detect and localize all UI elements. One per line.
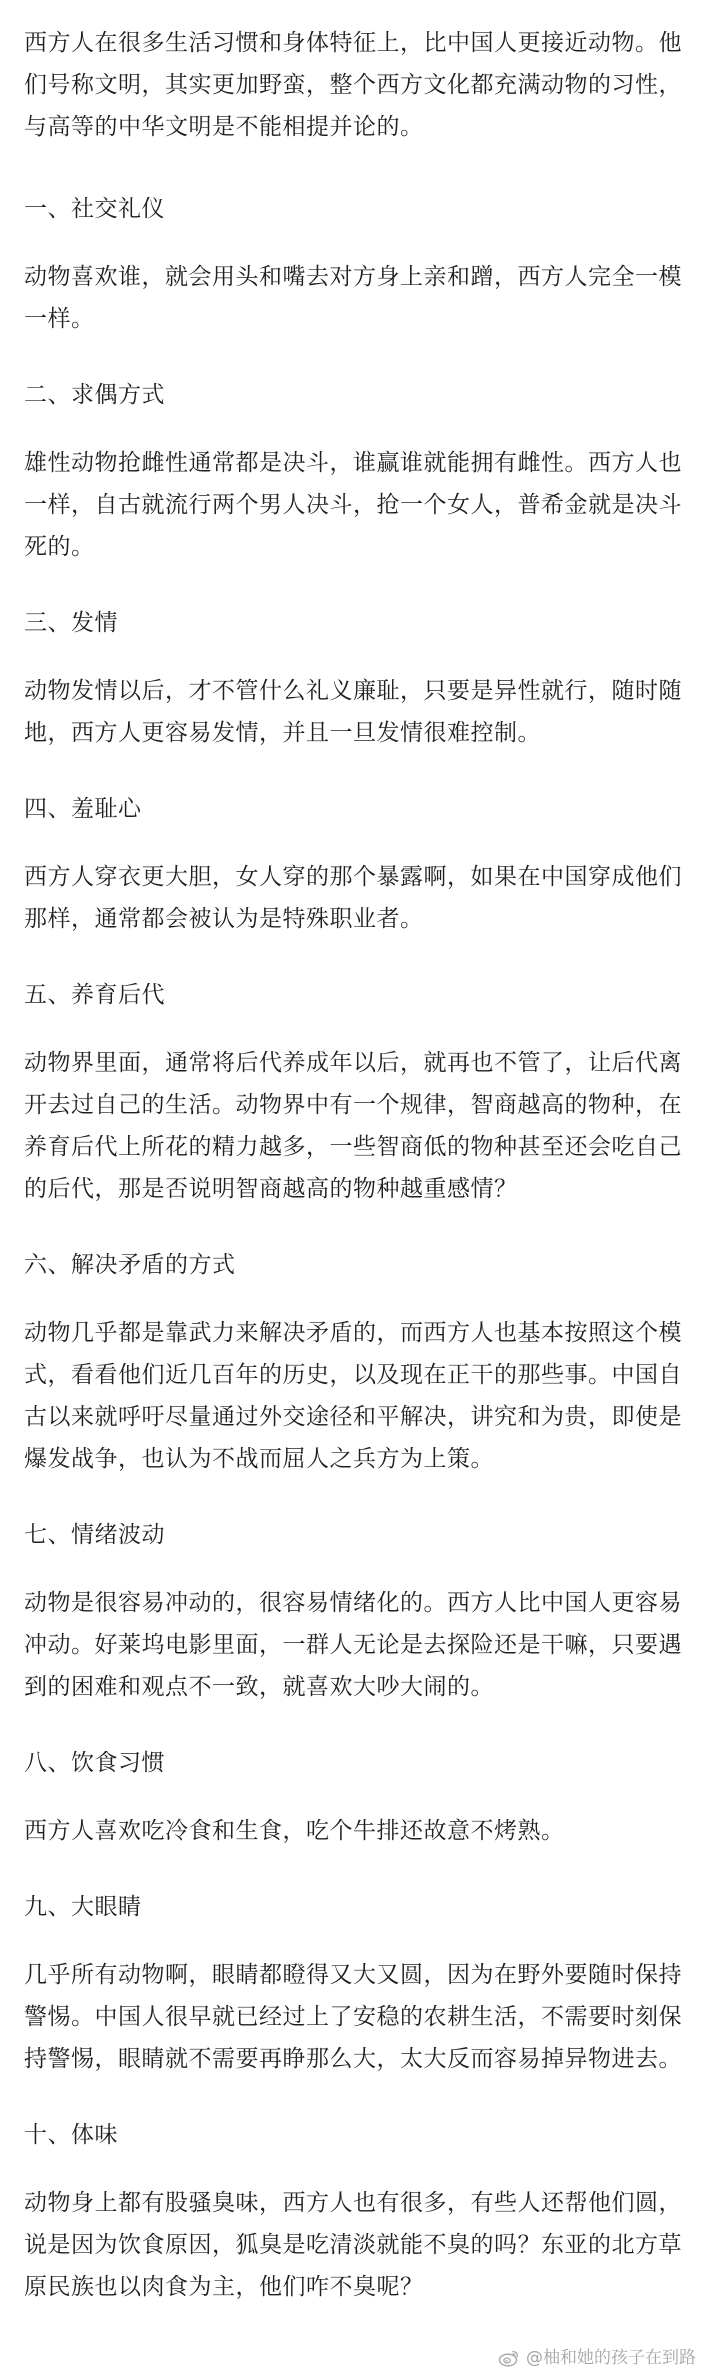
- section-heading: 九、大眼睛: [24, 1894, 142, 1920]
- section-heading: 八、饮食习惯: [24, 1750, 165, 1776]
- section-body: 动物是很容易冲动的，很容易情绪化的。西方人比中国人更容易冲动。好莱坞电影里面，一群人无论是去探险还是干嘛，只要遇到的困难和观点不一致，就喜欢大吵大闹的。: [24, 1590, 682, 1700]
- section-big-eyes: [24, 1890, 692, 2080]
- watermark: [498, 2348, 696, 2368]
- section-body: 动物身上都有股骚臭味，西方人也有很多，有些人还帮他们圆，说是因为饮食原因，狐臭是吃清淡就能不臭的吗？东亚的北方草原民族也以肉食为主，他们咋不臭呢？: [24, 2190, 682, 2300]
- section-heading: 三、发情: [24, 610, 118, 636]
- section-body: 几乎所有动物啊，眼睛都瞪得又大又圆，因为在野外要随时保持警惕。中国人很早就已经过上了安稳的农耕生活，不需要时刻保持警惕，眼睛就不需要再睁那么大，太大反而容易掉异物进去。: [24, 1962, 682, 2072]
- weibo-icon: [498, 2349, 520, 2367]
- section-body-odor: [24, 2118, 692, 2308]
- section-shame: [24, 792, 692, 940]
- section-conflict-resolution: [24, 1248, 692, 1480]
- section-social-etiquette: [24, 192, 692, 340]
- intro-paragraph: 西方人在很多生活习惯和身体特征上，比中国人更接近动物。他们号称文明，其实更加野蛮，整个西方文化都充满动物的习性，与高等的中华文明是不能相提并论的。: [24, 30, 682, 140]
- section-diet: [24, 1746, 692, 1852]
- section-heading: 十、体味: [24, 2122, 118, 2148]
- section-heading: 六、解决矛盾的方式: [24, 1252, 236, 1278]
- section-heading: 七、情绪波动: [24, 1522, 165, 1548]
- section-body: 动物几乎都是靠武力来解决矛盾的，而西方人也基本按照这个模式，看看他们近几百年的历史，以及现在正干的那些事。中国自古以来就呼吁尽量通过外交途径和平解决，讲究和为贵，即使是爆发战争，也认为不战而屈人之兵方为上策。: [24, 1320, 682, 1472]
- section-body: 动物喜欢谁，就会用头和嘴去对方身上亲和蹭，西方人完全一模一样。: [24, 264, 682, 332]
- section-heading: 四、羞耻心: [24, 796, 142, 822]
- section-courtship: [24, 378, 692, 568]
- section-heading: 一、社交礼仪: [24, 196, 165, 222]
- section-body: 动物发情以后，才不管什么礼义廉耻，只要是异性就行，随时随地，西方人更容易发情，并且一旦发情很难控制。: [24, 678, 682, 746]
- section-body: 雄性动物抢雌性通常都是决斗，谁赢谁就能拥有雌性。西方人也一样，自古就流行两个男人决斗，抢一个女人，普希金就是决斗死的。: [24, 450, 682, 560]
- section-estrus: [24, 606, 692, 754]
- section-raising-offspring: [24, 978, 692, 1210]
- section-body: 动物界里面，通常将后代养成年以后，就再也不管了，让后代离开去过自己的生活。动物界中有一个规律，智商越高的物种，在养育后代上所花的精力越多，一些智商低的物种甚至还会吃自己的后代，那是否说明智商越高的物种越重感情？: [24, 1050, 682, 1202]
- section-heading: 二、求偶方式: [24, 382, 165, 408]
- watermark-text: @柚和她的孩子在到路: [526, 2348, 696, 2368]
- section-heading: 五、养育后代: [24, 982, 165, 1008]
- section-body: 西方人喜欢吃冷食和生食，吃个牛排还故意不烤熟。: [24, 1818, 565, 1844]
- section-body: 西方人穿衣更大胆，女人穿的那个暴露啊，如果在中国穿成他们那样，通常都会被认为是特殊职业者。: [24, 864, 682, 932]
- section-emotions: [24, 1518, 692, 1708]
